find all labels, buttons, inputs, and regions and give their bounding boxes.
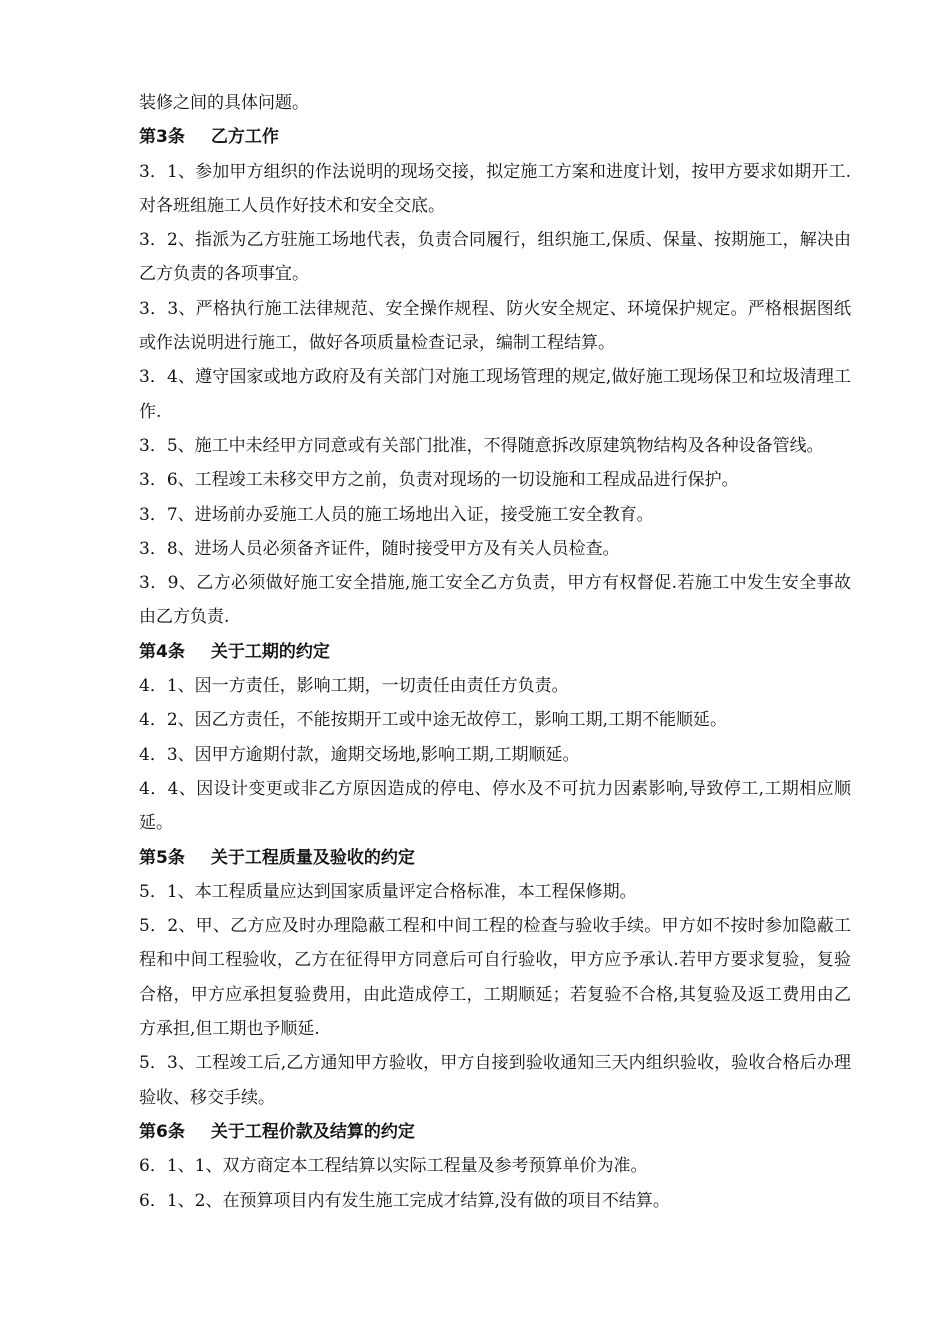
clause-paragraph: 5．2、甲、乙方应及时办理隐蔽工程和中间工程的检查与验收手续。甲方如不按时参加隐蔽工程和中间工程验收，乙方在征得甲方同意后可自行验收，甲方应予承认.若甲方要求复验，复验合格，甲方应承担复验费用，由此造成停工，工期顺延；若复验不合格,其复验及返工费用由乙方承担,但工期也予顺延. (139, 916, 851, 1040)
section-heading (139, 1115, 851, 1149)
clause-paragraph: 4．3、因甲方逾期付款，逾期交场地,影响工期,工期顺延。 (139, 744, 580, 765)
section-number: 第5条 (139, 847, 185, 868)
section-number: 第6条 (139, 1121, 185, 1142)
clause-paragraph: 4．2、因乙方责任，不能按期开工或中途无故停工，影响工期,工期不能顺延。 (139, 710, 728, 731)
clause-paragraph: 5．1、本工程质量应达到国家质量评定合格标准，本工程保修期。 (139, 881, 637, 902)
clause-paragraph: 4．1、因一方责任，影响工期，一切责任由责任方负责。 (139, 676, 569, 697)
document-body (139, 86, 851, 1218)
clause-paragraph: 3．9、乙方必须做好施工安全措施,施工安全乙方负责，甲方有权督促.若施工中发生安全事故由乙方负责. (139, 573, 851, 628)
section-title: 关于工期的约定 (210, 641, 330, 662)
section-number: 第4条 (139, 641, 185, 662)
section-number: 第3条 (139, 127, 185, 148)
clause-paragraph: 3．1、参加甲方组织的作法说明的现场交接，拟定施工方案和进度计划，按甲方要求如期开工.对各班组施工人员作好技术和安全交底。 (139, 161, 851, 216)
section-heading (139, 841, 851, 875)
clause-paragraph: 3．6、工程竣工未移交甲方之前，负责对现场的一切设施和工程成品进行保护。 (139, 470, 739, 491)
section-title: 乙方工作 (210, 127, 279, 148)
clause-paragraph: 3．7、进场前办妥施工人员的施工场地出入证，接受施工安全教育。 (139, 504, 654, 525)
clause-paragraph: 6．1、1、双方商定本工程结算以实际工程量及参考预算单价为准。 (139, 1156, 648, 1177)
section-heading (139, 635, 851, 669)
clause-paragraph: 3．8、进场人员必须备齐证件，随时接受甲方及有关人员检查。 (139, 538, 620, 559)
clause-paragraph: 3．2、指派为乙方驻施工场地代表，负责合同履行，组织施工,保质、保量、按期施工，解决由乙方负责的各项事宜。 (139, 230, 851, 285)
section-heading (139, 120, 851, 154)
clause-paragraph: 3．5、施工中未经甲方同意或有关部门批准，不得随意拆改原建筑物结构及各种设备管线。 (139, 435, 824, 456)
clause-paragraph: 5．3、工程竣工后,乙方通知甲方验收，甲方自接到验收通知三天内组织验收，验收合格后办理验收、移交手续。 (139, 1053, 851, 1108)
clause-paragraph: 4．4、因设计变更或非乙方原因造成的停电、停水及不可抗力因素影响,导致停工,工期相应顺延。 (139, 778, 851, 834)
section-title: 关于工程质量及验收的约定 (210, 847, 415, 868)
clause-paragraph: 3．3、严格执行施工法律规范、安全操作规程、防火安全规定、环境保护规定。严格根据图纸或作法说明进行施工，做好各项质量检查记录，编制工程结算。 (139, 298, 851, 354)
clause-paragraph: 装修之间的具体问题。 (139, 93, 309, 113)
clause-paragraph: 3．4、遵守国家或地方政府及有关部门对施工现场管理的规定,做好施工现场保卫和垃圾清理工作. (139, 367, 851, 422)
clause-paragraph: 6．1、2、在预算项目内有发生施工完成才结算,没有做的项目不结算。 (139, 1190, 670, 1211)
section-title: 关于工程价款及结算的约定 (210, 1121, 415, 1142)
